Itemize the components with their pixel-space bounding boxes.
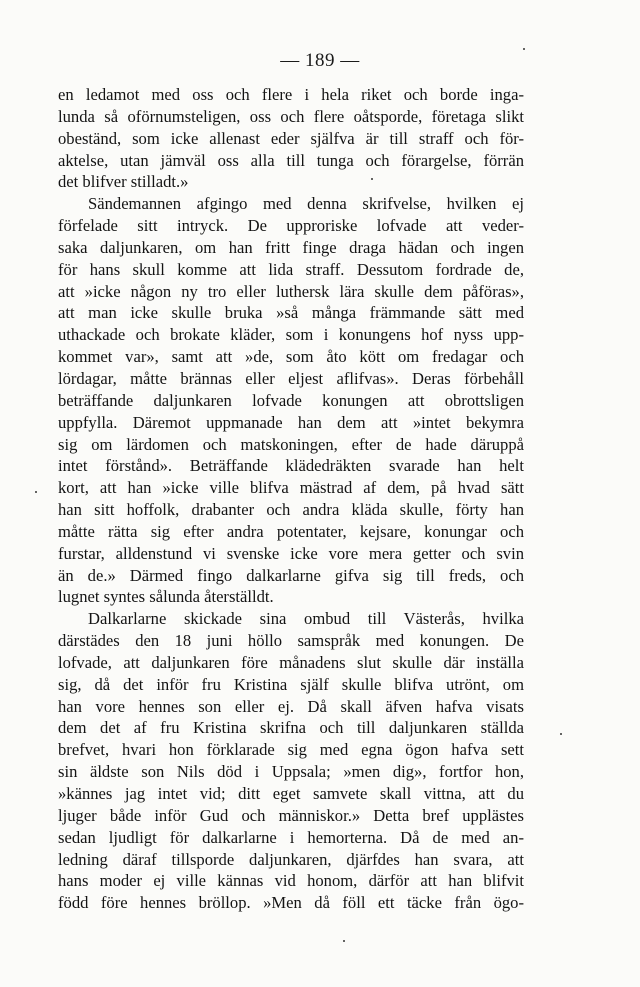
text-line: saka daljunkaren, om han fritt finge draga hädan och ingen — [58, 237, 524, 257]
paper-speck — [523, 48, 525, 50]
text-line: sin äldste son Nils död i Uppsala; »men dig», fortfor hon, — [58, 762, 524, 782]
paragraph-2 — [58, 193, 524, 608]
text-line: det blifver stilladt.» — [58, 172, 189, 192]
text-line: brefvet, hvari hon förklarade sig med egna ögon hafva sett — [58, 740, 524, 760]
text-line: kort, att han »icke ville blifva mästrad af dem, på hvad sätt — [58, 478, 524, 498]
text-line: uthackade och brokate kläder, som i konungens hof nyss upp- — [58, 325, 524, 345]
text-line: för hans skull komme att lida straff. Dessutom fordrade de, — [58, 259, 524, 279]
paragraph-3 — [58, 608, 524, 914]
text-line: därstädes den 18 juni höllo samspråk med konungen. De — [58, 631, 524, 651]
page-number: — 189 — — [280, 50, 360, 71]
text-line: ledning däraf tillsporde daljunkaren, djärfdes han svara, att — [58, 849, 524, 869]
text-line: måtte rätta sig efter andra potentater, kejsare, konungar och — [58, 521, 524, 541]
text-line: furstar, alldenstund vi svenske icke vore mera getter och svin — [58, 543, 524, 563]
text-line: kommet var», samt att »de, som åto kött om fredagar och — [58, 347, 524, 367]
paragraph-1 — [58, 84, 524, 193]
body-text — [58, 84, 524, 914]
text-line: beträffande daljunkaren lofvade konungen att obrottsligen — [58, 390, 524, 410]
text-line: lördagar, måtte brännas eller eljest aflifvas». Deras förbehåll — [58, 368, 524, 388]
text-line: ljuger både inför Gud och människor.» Detta bref upplästes — [58, 805, 524, 825]
text-line: lunda så oförnumsteligen, oss och flere oåtsporde, företaga slikt — [58, 106, 524, 126]
text-line: »kännes jag intet vid; ditt eget samvete skall vittna, att du — [58, 784, 524, 803]
text-line: aktelse, utan jämväl oss alla till tunga och förargelse, förrän — [58, 150, 524, 170]
text-line: uppfylla. Däremot uppmanade han dem att »intet bekymra — [58, 412, 524, 432]
text-line: hans moder ej ville kännas vid honom, därför att han blifvit — [58, 871, 524, 891]
text-line: född före hennes bröllop. »Men då föll ett täcke från ögo- — [58, 893, 524, 913]
text-line: Dalkarlarne skickade sina ombud till Västerås, hvilka — [88, 609, 524, 629]
text-line: sig, då det inför fru Kristina själf skulle blifva utrönt, om — [58, 674, 524, 694]
text-line: han vore hennes son eller ej. Då skall äfven hafva visats — [58, 696, 524, 716]
text-line: Sändemannen afgingo med denna skrifvelse, hvilken ej — [88, 194, 524, 214]
text-line: sig om lärdomen och matskoningen, efter de hade däruppå — [58, 434, 524, 454]
paper-speck — [35, 491, 37, 493]
text-line: intet förstånd». Beträffande klädedräkten svarade han helt — [58, 456, 524, 476]
text-line: sedan ljudligt för dalkarlarne i hemorterna. Då de med an- — [58, 827, 524, 847]
text-line: att »icke någon ny tro eller luthersk lära skulle dem påföras», — [58, 281, 524, 301]
text-line: lugnet syntes sålunda återställdt. — [58, 587, 274, 607]
text-line: än de.» Därmed fingo dalkarlarne gifva sig till freds, och — [58, 565, 524, 585]
text-line: förfelade sitt intryck. De upproriske lofvade att veder- — [58, 216, 524, 236]
text-line: att man icke skulle bruka »så många främmande sätt med — [58, 303, 524, 323]
paper-speck — [371, 178, 373, 180]
paper-speck — [560, 733, 562, 735]
text-line: lofvade, att daljunkaren före månadens slut skulle där inställa — [58, 652, 524, 672]
text-line: dem det af fru Kristina skrifna och till daljunkaren ställda — [58, 718, 524, 738]
text-line: han sitt hoffolk, drabanter och andra kläda skulle, förty han — [58, 500, 524, 520]
text-line: en ledamot med oss och flere i hela riket och borde inga- — [58, 85, 524, 104]
text-line: obeständ, som icke allenast eder själfva är till straff och för- — [58, 128, 524, 148]
paper-speck — [343, 940, 345, 942]
